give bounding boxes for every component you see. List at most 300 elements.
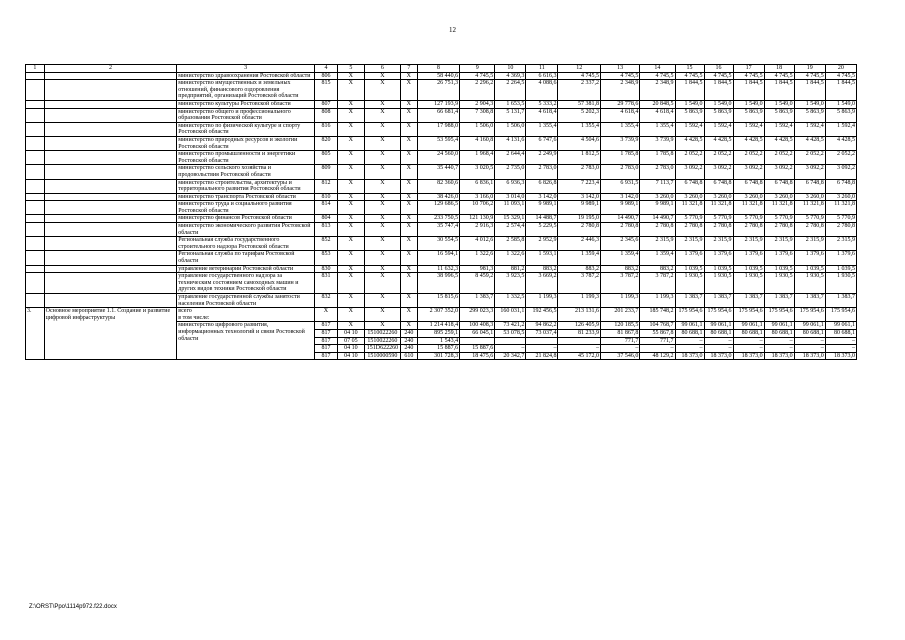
amount-cell: 4 745,5 <box>794 72 825 80</box>
amount-cell: 3 020,5 <box>460 165 495 179</box>
vr-cell: X <box>401 165 418 179</box>
amount-cell: 57 381,8 <box>558 100 600 108</box>
csr-cell: X <box>364 223 400 237</box>
grbs-code: 817 <box>315 322 338 330</box>
amount-cell: 3 260,0 <box>640 193 675 201</box>
blank-cell <box>44 294 177 308</box>
page-number: 12 <box>449 26 456 34</box>
amount-cell: 127 193,9 <box>417 100 459 108</box>
vr-cell: X <box>401 294 418 308</box>
column-number: 14 <box>640 65 675 73</box>
amount-cell: 1 039,5 <box>825 265 856 273</box>
vr-cell: X <box>401 122 418 136</box>
executor-name: министерство труда и социального развития Ростовской области <box>177 201 315 215</box>
amount-cell: 80 688,1 <box>794 329 825 337</box>
blank-cell <box>44 223 177 237</box>
amount-cell: 1 592,4 <box>733 122 764 136</box>
amount-cell: 5 770,9 <box>794 215 825 223</box>
amount-cell: 11 321,8 <box>675 201 704 215</box>
amount-cell: 18 475,6 <box>460 352 495 360</box>
table-row <box>26 265 857 273</box>
blank-cell <box>26 223 45 237</box>
executor-name: министерство финансов Ростовской области <box>177 215 315 223</box>
amount-cell: 2 052,2 <box>794 151 825 165</box>
amount-cell: 2 315,9 <box>825 237 856 251</box>
amount-cell: 94 862,2 <box>526 322 558 330</box>
amount-cell: 1 355,4 <box>640 122 675 136</box>
amount-cell: 2 315,9 <box>794 237 825 251</box>
amount-cell: 4 745,5 <box>764 72 794 80</box>
column-number: 11 <box>526 65 558 73</box>
amount-cell: 5 770,9 <box>704 215 733 223</box>
vr-cell: X <box>401 223 418 237</box>
amount-cell: 4 618,4 <box>600 108 639 122</box>
vr-cell: X <box>401 151 418 165</box>
executor-name: управление государственной службы занятости населения Ростовской области <box>177 294 315 308</box>
amount-cell: – <box>825 345 856 353</box>
grbs-code: 832 <box>315 294 338 308</box>
executor-name: министерство имущественных и земельных отношений, финансового оздоровления предприятий, организаций Ростовской области <box>177 80 315 101</box>
amount-cell: 3 260,0 <box>764 193 794 201</box>
amount-cell: 1 930,5 <box>704 273 733 294</box>
grbs-code: 804 <box>315 215 338 223</box>
amount-cell: 3 092,2 <box>675 165 704 179</box>
amount-cell: 4 428,5 <box>825 136 856 150</box>
column-number: 16 <box>704 65 733 73</box>
amount-cell: 6 748,8 <box>704 179 733 193</box>
amount-cell: 175 954,6 <box>675 308 704 322</box>
amount-cell: 2 952,9 <box>526 237 558 251</box>
amount-cell: 80 688,1 <box>825 329 856 337</box>
csr-cell: X <box>364 273 400 294</box>
csr-cell: X <box>364 100 400 108</box>
executor-name: министерство экономического развития Ростовской области <box>177 223 315 237</box>
amount-cell: 4 428,5 <box>675 136 704 150</box>
grbs-code: 817 <box>315 337 338 345</box>
amount-cell: 2 904,3 <box>460 100 495 108</box>
amount-cell: 82 360,6 <box>417 179 459 193</box>
rzpr-cell: X <box>337 273 364 294</box>
rzpr-cell: 04 10 <box>337 352 364 360</box>
amount-cell: 18 373,0 <box>794 352 825 360</box>
rzpr-cell: 07 05 <box>337 337 364 345</box>
amount-cell: 1 332,5 <box>495 294 526 308</box>
amount-cell: 2 644,4 <box>495 151 526 165</box>
amount-cell: 5 202,3 <box>558 108 600 122</box>
csr-cell: X <box>364 151 400 165</box>
amount-cell: 1 383,7 <box>764 294 794 308</box>
amount-cell: 58 440,6 <box>417 72 459 80</box>
amount-cell: 2 780,8 <box>794 223 825 237</box>
blank-cell <box>26 179 45 193</box>
grbs-code: 852 <box>315 237 338 251</box>
column-number: 19 <box>794 65 825 73</box>
amount-cell: 3 092,2 <box>733 165 764 179</box>
amount-cell: – <box>600 345 639 353</box>
amount-cell: 4 745,5 <box>733 72 764 80</box>
amount-cell: 3 260,0 <box>675 193 704 201</box>
amount-cell: 2 315,9 <box>704 237 733 251</box>
event-title: Основное мероприятие 1.1. Создание и развитие цифровой инфраструктуры <box>44 308 177 360</box>
csr-cell: X <box>364 201 400 215</box>
amount-cell: 15 815,6 <box>417 294 459 308</box>
grbs-code: 830 <box>315 265 338 273</box>
executor-name: министерство цифрового развития, информационных технологий и связи Ростовской области <box>177 322 315 360</box>
blank-cell <box>26 80 45 101</box>
amount-cell: 1 930,5 <box>794 273 825 294</box>
amount-cell: 20 848,5 <box>640 100 675 108</box>
amount-cell: 6 748,8 <box>764 179 794 193</box>
amount-cell: 19 195,0 <box>558 215 600 223</box>
grbs-code: 805 <box>315 151 338 165</box>
blank-cell <box>44 265 177 273</box>
amount-cell: 4 428,5 <box>704 136 733 150</box>
amount-cell: 1 355,4 <box>558 122 600 136</box>
grbs-code: 817 <box>315 345 338 353</box>
amount-cell: 1 039,5 <box>733 265 764 273</box>
grbs-code: 817 <box>315 329 338 337</box>
amount-cell: 1 844,5 <box>675 80 704 101</box>
amount-cell: 5 863,9 <box>764 108 794 122</box>
grbs-code: 814 <box>315 201 338 215</box>
amount-cell: 15 887,6 <box>460 345 495 353</box>
amount-cell: 1 549,0 <box>794 100 825 108</box>
amount-cell: 1 844,5 <box>825 80 856 101</box>
amount-cell: 881,2 <box>495 265 526 273</box>
amount-cell: 1 039,5 <box>675 265 704 273</box>
amount-cell: 21 824,8 <box>526 352 558 360</box>
column-number: 20 <box>825 65 856 73</box>
amount-cell: 37 546,0 <box>600 352 639 360</box>
document-path: Z:\ORST\Ppo\1114p972.f22.docx <box>29 604 117 610</box>
amount-cell: – <box>794 345 825 353</box>
amount-cell: 4 428,5 <box>733 136 764 150</box>
amount-cell: 18 373,0 <box>704 352 733 360</box>
amount-cell: 2 052,2 <box>764 151 794 165</box>
grbs-code: 816 <box>315 122 338 136</box>
amount-cell: 192 456,5 <box>526 308 558 322</box>
amount-cell: 2 780,8 <box>640 223 675 237</box>
column-number: 8 <box>417 65 459 73</box>
vr-cell: X <box>401 193 418 201</box>
amount-cell: 4 504,6 <box>558 136 600 150</box>
rzpr-cell: X <box>337 322 364 330</box>
amount-cell: 1 592,4 <box>764 122 794 136</box>
executor-name: министерство культуры Ростовской области <box>177 100 315 108</box>
amount-cell: 1 039,5 <box>794 265 825 273</box>
amount-cell: 4 160,8 <box>460 136 495 150</box>
rzpr-cell: X <box>337 108 364 122</box>
vr-cell: X <box>401 72 418 80</box>
amount-cell: 1 592,4 <box>675 122 704 136</box>
grbs-code: 812 <box>315 179 338 193</box>
amount-cell <box>526 337 558 345</box>
rzpr-cell: 04 10 <box>337 345 364 353</box>
csr-cell: X <box>364 193 400 201</box>
amount-cell: 4 618,4 <box>640 108 675 122</box>
amount-cell: 1 844,5 <box>733 80 764 101</box>
amount-cell: 55 867,8 <box>640 329 675 337</box>
table-row <box>26 251 857 265</box>
amount-cell: 121 130,9 <box>460 215 495 223</box>
vr-cell: X <box>401 100 418 108</box>
amount-cell: 7 308,8 <box>460 108 495 122</box>
amount-cell: 2 916,3 <box>460 223 495 237</box>
amount-cell: 2 307 352,0 <box>417 308 459 322</box>
amount-cell: 5 131,7 <box>495 108 526 122</box>
amount-cell: 1 383,7 <box>704 294 733 308</box>
amount-cell: – <box>733 337 764 345</box>
amount-cell: 73 037,4 <box>526 329 558 337</box>
amount-cell: 1 214 418,4 <box>417 322 459 330</box>
csr-cell: X <box>364 322 400 330</box>
grbs-code: 807 <box>315 100 338 108</box>
blank-cell <box>44 165 177 179</box>
vr-cell: X <box>401 108 418 122</box>
amount-cell: 1 592,4 <box>704 122 733 136</box>
amount-cell: 1 592,4 <box>794 122 825 136</box>
amount-cell: 2 783,0 <box>600 165 639 179</box>
amount-cell: 14 488,7 <box>526 215 558 223</box>
amount-cell: – <box>825 337 856 345</box>
blank-cell <box>44 100 177 108</box>
amount-cell: 6 748,8 <box>825 179 856 193</box>
amount-cell: 1 968,4 <box>460 151 495 165</box>
amount-cell: 233 750,5 <box>417 215 459 223</box>
amount-cell: 1 653,5 <box>495 100 526 108</box>
blank-cell <box>44 273 177 294</box>
table-row <box>26 215 857 223</box>
amount-cell: 81 867,8 <box>600 329 639 337</box>
amount-cell: 18 373,0 <box>733 352 764 360</box>
amount-cell: 213 131,6 <box>558 308 600 322</box>
amount-cell: 16 594,1 <box>417 251 459 265</box>
amount-cell: 3 739,9 <box>600 136 639 150</box>
table-row <box>26 179 857 193</box>
amount-cell: 20 342,7 <box>495 352 526 360</box>
amount-cell: 38 426,0 <box>417 193 459 201</box>
grbs-code: 853 <box>315 251 338 265</box>
table-row <box>26 201 857 215</box>
amount-cell: 1 379,6 <box>825 251 856 265</box>
amount-cell: 2 780,8 <box>733 223 764 237</box>
amount-cell: 99 061,1 <box>704 322 733 330</box>
amount-cell: 1 199,3 <box>526 294 558 308</box>
amount-cell: 1 549,0 <box>825 100 856 108</box>
grbs-code: 820 <box>315 136 338 150</box>
amount-cell: 29 778,6 <box>600 100 639 108</box>
amount-cell: 5 770,9 <box>825 215 856 223</box>
amount-cell: 1 506,0 <box>495 122 526 136</box>
amount-cell: 5 863,9 <box>825 108 856 122</box>
amount-cell: 2 315,9 <box>640 237 675 251</box>
amount-cell: 2 348,9 <box>640 80 675 101</box>
amount-cell: 80 688,1 <box>764 329 794 337</box>
amount-cell: – <box>558 345 600 353</box>
rzpr-cell: X <box>337 179 364 193</box>
executor-name: министерство здравоохранения Ростовской области <box>177 72 315 80</box>
amount-cell: – <box>764 345 794 353</box>
blank-cell <box>26 100 45 108</box>
amount-cell: 1 844,5 <box>704 80 733 101</box>
blank-cell <box>26 136 45 150</box>
executor-name: министерство сельского хозяйства и продовольствия Ростовской области <box>177 165 315 179</box>
amount-cell: 1 383,7 <box>460 294 495 308</box>
blank-cell <box>44 201 177 215</box>
amount-cell: 175 954,6 <box>764 308 794 322</box>
amount-cell: 53 078,5 <box>495 329 526 337</box>
grbs-code: 815 <box>315 80 338 101</box>
amount-cell: 301 728,3 <box>417 352 459 360</box>
rzpr-cell: X <box>337 122 364 136</box>
column-number: 4 <box>315 65 338 73</box>
rzpr-cell: X <box>337 215 364 223</box>
grbs-code: 831 <box>315 273 338 294</box>
amount-cell: 99 061,1 <box>794 322 825 330</box>
amount-cell: 38 996,5 <box>417 273 459 294</box>
amount-cell: 883,2 <box>526 265 558 273</box>
amount-cell: 1 844,5 <box>764 80 794 101</box>
csr-cell: X <box>364 122 400 136</box>
column-number: 15 <box>675 65 704 73</box>
amount-cell: 4 618,4 <box>526 108 558 122</box>
amount-cell: 7 223,4 <box>558 179 600 193</box>
amount-cell: 48 129,2 <box>640 352 675 360</box>
table-row <box>26 80 857 101</box>
amount-cell: 175 954,6 <box>733 308 764 322</box>
amount-cell: 8 459,2 <box>460 273 495 294</box>
amount-cell: 4 428,5 <box>764 136 794 150</box>
amount-cell: 2 337,2 <box>558 80 600 101</box>
amount-cell: 2 585,8 <box>495 237 526 251</box>
amount-cell: 18 373,0 <box>825 352 856 360</box>
amount-cell: 3 142,0 <box>526 193 558 201</box>
amount-cell: 1 549,0 <box>704 100 733 108</box>
amount-cell: 30 554,5 <box>417 237 459 251</box>
amount-cell: 3 260,0 <box>794 193 825 201</box>
amount-cell: 175 954,6 <box>794 308 825 322</box>
x-cell: X <box>401 308 418 322</box>
amount-cell: 4 131,6 <box>495 136 526 150</box>
amount-cell: 9 989,1 <box>526 201 558 215</box>
amount-cell: 3 669,2 <box>526 273 558 294</box>
amount-cell: 4 745,5 <box>600 72 639 80</box>
amount-cell: 5 770,9 <box>733 215 764 223</box>
column-number: 6 <box>364 65 400 73</box>
amount-cell: 175 954,6 <box>825 308 856 322</box>
amount-cell: 11 321,8 <box>825 201 856 215</box>
amount-cell: 1 322,6 <box>495 251 526 265</box>
amount-cell: 6 748,8 <box>675 179 704 193</box>
rzpr-cell: X <box>337 151 364 165</box>
executor-name: министерство транспорта Ростовской области <box>177 193 315 201</box>
amount-cell: 1 592,4 <box>825 122 856 136</box>
executor-name: управление ветеринарии Ростовской области <box>177 265 315 273</box>
amount-cell: 3 092,2 <box>825 165 856 179</box>
amount-cell: 11 321,8 <box>704 201 733 215</box>
blank-cell <box>26 72 45 80</box>
amount-cell: – <box>640 345 675 353</box>
amount-cell: 1 593,1 <box>526 251 558 265</box>
rzpr-cell: X <box>337 201 364 215</box>
x-cell: X <box>337 308 364 322</box>
amount-cell: 35 747,4 <box>417 223 459 237</box>
amount-cell: 3 092,2 <box>794 165 825 179</box>
blank-cell <box>44 72 177 80</box>
amount-cell: 2 783,0 <box>526 165 558 179</box>
amount-cell: 1 359,4 <box>600 251 639 265</box>
amount-cell: 2 052,2 <box>733 151 764 165</box>
amount-cell: 4 428,5 <box>794 136 825 150</box>
column-number: 7 <box>401 65 418 73</box>
amount-cell: 4 745,5 <box>640 72 675 80</box>
amount-cell: 1 543,4 <box>417 337 459 345</box>
event-number: 3. <box>26 308 45 360</box>
rzpr-cell: X <box>337 223 364 237</box>
rzpr-cell: X <box>337 193 364 201</box>
blank-cell <box>44 151 177 165</box>
executor-name: министерство природных ресурсов и экологии Ростовской области <box>177 136 315 150</box>
vr-cell: 240 <box>401 345 418 353</box>
amount-cell: 1 322,6 <box>460 251 495 265</box>
amount-cell: 1 930,5 <box>825 273 856 294</box>
amount-cell: 6 931,5 <box>600 179 639 193</box>
amount-cell: 11 093,1 <box>495 201 526 215</box>
vr-cell: 240 <box>401 337 418 345</box>
amount-cell: 1 379,6 <box>733 251 764 265</box>
amount-cell: 2 780,8 <box>675 223 704 237</box>
table-row <box>26 136 857 150</box>
blank-cell <box>26 201 45 215</box>
amount-cell: 1 379,6 <box>704 251 733 265</box>
amount-cell: 1 785,8 <box>640 151 675 165</box>
blank-cell <box>44 108 177 122</box>
amount-cell: 80 688,1 <box>733 329 764 337</box>
amount-cell: – <box>794 337 825 345</box>
blank-cell <box>26 193 45 201</box>
blank-cell <box>44 122 177 136</box>
grbs-code: 813 <box>315 223 338 237</box>
table-row <box>26 193 857 201</box>
amount-cell: 66 045,1 <box>460 329 495 337</box>
column-number: 5 <box>337 65 364 73</box>
amount-cell: 3 739,9 <box>640 136 675 150</box>
blank-cell <box>44 179 177 193</box>
amount-cell: 2 780,8 <box>704 223 733 237</box>
amount-cell: 2 783,0 <box>558 165 600 179</box>
csr-cell: X <box>364 72 400 80</box>
table-row <box>26 72 857 80</box>
amount-cell: 2 052,2 <box>704 151 733 165</box>
x-cell: X <box>315 308 338 322</box>
table-row <box>26 165 857 179</box>
amount-cell: 80 688,1 <box>675 329 704 337</box>
amount-cell: 1 039,5 <box>704 265 733 273</box>
grbs-code: 817 <box>315 352 338 360</box>
amount-cell: 2 264,5 <box>495 80 526 101</box>
amount-cell: 4 012,6 <box>460 237 495 251</box>
table-row <box>26 151 857 165</box>
amount-cell: 1 199,3 <box>558 294 600 308</box>
rzpr-cell: X <box>337 100 364 108</box>
amount-cell: 100 408,3 <box>460 322 495 330</box>
executor-name: Региональная служба по тарифам Ростовской области <box>177 251 315 265</box>
amount-cell: 1 383,7 <box>825 294 856 308</box>
amount-cell: 1 379,6 <box>675 251 704 265</box>
csr-cell: 1510022260 <box>364 337 400 345</box>
amount-cell: 4 369,3 <box>495 72 526 80</box>
amount-cell: 6 826,8 <box>526 179 558 193</box>
